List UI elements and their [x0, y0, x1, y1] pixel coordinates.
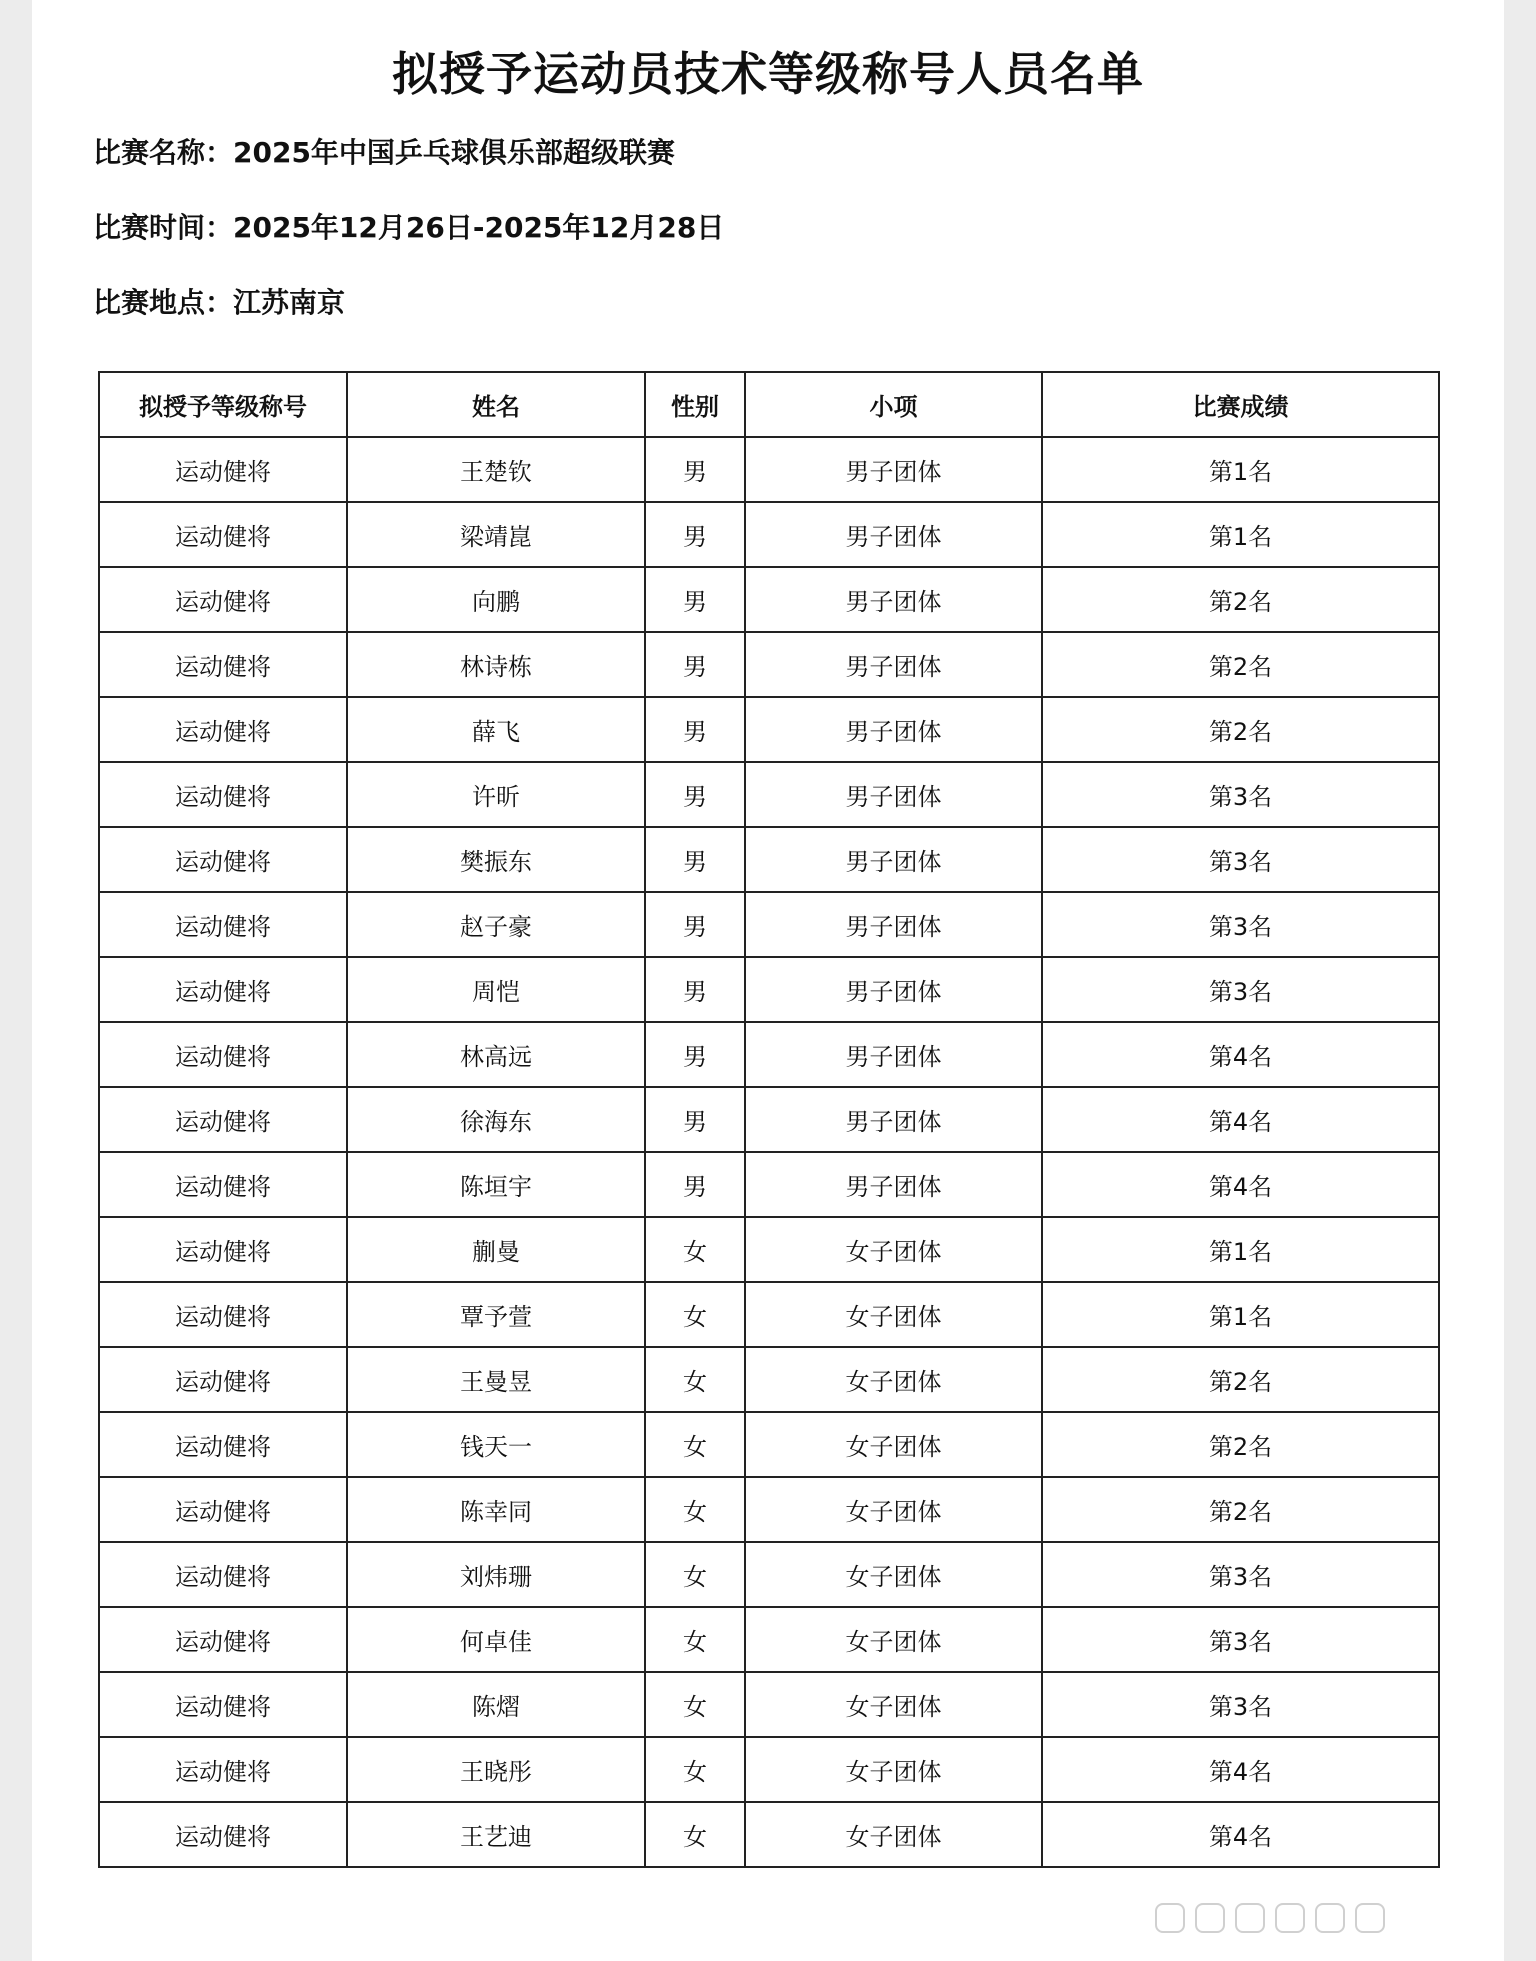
cell-grade-title: 运动健将: [99, 1412, 347, 1477]
table-row: [99, 502, 1439, 567]
cell-grade-title: 运动健将: [99, 1282, 347, 1347]
cell-gender: 男: [645, 827, 745, 892]
cell-event: 男子团体: [745, 567, 1042, 632]
header-name: 姓名: [347, 372, 645, 437]
cell-name: 徐海东: [347, 1087, 645, 1152]
cell-result: 第1名: [1042, 437, 1439, 502]
cell-event: 男子团体: [745, 762, 1042, 827]
cell-result: 第2名: [1042, 697, 1439, 762]
cell-result: 第4名: [1042, 1087, 1439, 1152]
cell-event: 男子团体: [745, 827, 1042, 892]
cell-event: 女子团体: [745, 1737, 1042, 1802]
cell-gender: 男: [645, 437, 745, 502]
cell-gender: 女: [645, 1542, 745, 1607]
header-grade-title: 拟授予等级称号: [99, 372, 347, 437]
competition-time: 比赛时间：2025年12月26日-2025年12月28日: [93, 211, 725, 244]
cell-grade-title: 运动健将: [99, 437, 347, 502]
watermark-shape-icon: [1195, 1903, 1225, 1933]
cell-result: 第2名: [1042, 1347, 1439, 1412]
table-row: [99, 1802, 1439, 1867]
watermark-shape-icon: [1235, 1903, 1265, 1933]
athlete-roster-table: [98, 371, 1440, 1868]
table-row: [99, 1607, 1439, 1672]
cell-grade-title: 运动健将: [99, 1737, 347, 1802]
competition-name: 比赛名称：2025年中国乒乓球俱乐部超级联赛: [93, 136, 675, 169]
cell-result: 第2名: [1042, 1477, 1439, 1542]
cell-grade-title: 运动健将: [99, 827, 347, 892]
table-row: [99, 762, 1439, 827]
table-row: [99, 957, 1439, 1022]
document-title: 拟授予运动员技术等级称号人员名单: [392, 47, 1144, 101]
cell-event: 男子团体: [745, 957, 1042, 1022]
cell-result: 第4名: [1042, 1737, 1439, 1802]
header-result: 比赛成绩: [1042, 372, 1439, 437]
cell-name: 林诗栋: [347, 632, 645, 697]
cell-name: 周恺: [347, 957, 645, 1022]
table-row: [99, 1217, 1439, 1282]
cell-result: 第1名: [1042, 502, 1439, 567]
document-page: [32, 0, 1504, 1961]
cell-gender: 女: [645, 1802, 745, 1867]
cell-grade-title: 运动健将: [99, 1542, 347, 1607]
cell-gender: 男: [645, 1022, 745, 1087]
cell-gender: 男: [645, 1152, 745, 1217]
cell-name: 陈熠: [347, 1672, 645, 1737]
watermark: [1155, 1895, 1415, 1939]
cell-name: 王艺迪: [347, 1802, 645, 1867]
cell-grade-title: 运动健将: [99, 697, 347, 762]
cell-grade-title: 运动健将: [99, 762, 347, 827]
cell-event: 男子团体: [745, 502, 1042, 567]
cell-result: 第3名: [1042, 1607, 1439, 1672]
cell-grade-title: 运动健将: [99, 632, 347, 697]
cell-name: 向鹏: [347, 567, 645, 632]
cell-grade-title: 运动健将: [99, 567, 347, 632]
cell-result: 第3名: [1042, 762, 1439, 827]
cell-name: 王晓彤: [347, 1737, 645, 1802]
watermark-shape-icon: [1355, 1903, 1385, 1933]
cell-name: 陈垣宇: [347, 1152, 645, 1217]
cell-event: 女子团体: [745, 1672, 1042, 1737]
cell-name: 覃予萱: [347, 1282, 645, 1347]
cell-event: 女子团体: [745, 1347, 1042, 1412]
cell-gender: 女: [645, 1347, 745, 1412]
cell-gender: 男: [645, 632, 745, 697]
cell-gender: 男: [645, 567, 745, 632]
cell-name: 樊振东: [347, 827, 645, 892]
table-row: [99, 1477, 1439, 1542]
cell-result: 第3名: [1042, 892, 1439, 957]
cell-result: 第4名: [1042, 1152, 1439, 1217]
cell-name: 钱天一: [347, 1412, 645, 1477]
cell-event: 女子团体: [745, 1607, 1042, 1672]
cell-grade-title: 运动健将: [99, 1607, 347, 1672]
cell-name: 王曼昱: [347, 1347, 645, 1412]
cell-gender: 女: [645, 1737, 745, 1802]
cell-result: 第3名: [1042, 827, 1439, 892]
cell-name: 王楚钦: [347, 437, 645, 502]
cell-gender: 女: [645, 1412, 745, 1477]
cell-event: 女子团体: [745, 1802, 1042, 1867]
cell-name: 许昕: [347, 762, 645, 827]
cell-result: 第4名: [1042, 1802, 1439, 1867]
cell-name: 陈幸同: [347, 1477, 645, 1542]
cell-grade-title: 运动健将: [99, 1022, 347, 1087]
table-row: [99, 892, 1439, 957]
table-header-row: [99, 372, 1439, 437]
table-row: [99, 1022, 1439, 1087]
watermark-shape-icon: [1275, 1903, 1305, 1933]
table-row: [99, 1412, 1439, 1477]
table-row: [99, 1672, 1439, 1737]
table-row: [99, 437, 1439, 502]
cell-event: 男子团体: [745, 892, 1042, 957]
cell-event: 男子团体: [745, 1022, 1042, 1087]
cell-grade-title: 运动健将: [99, 1217, 347, 1282]
cell-gender: 男: [645, 502, 745, 567]
cell-grade-title: 运动健将: [99, 502, 347, 567]
cell-event: 男子团体: [745, 437, 1042, 502]
cell-result: 第4名: [1042, 1022, 1439, 1087]
cell-event: 女子团体: [745, 1217, 1042, 1282]
cell-result: 第3名: [1042, 1672, 1439, 1737]
cell-grade-title: 运动健将: [99, 1672, 347, 1737]
cell-result: 第3名: [1042, 957, 1439, 1022]
cell-gender: 男: [645, 957, 745, 1022]
cell-grade-title: 运动健将: [99, 1152, 347, 1217]
cell-grade-title: 运动健将: [99, 1802, 347, 1867]
table-row: [99, 697, 1439, 762]
cell-gender: 女: [645, 1282, 745, 1347]
table-row: [99, 827, 1439, 892]
table-row: [99, 567, 1439, 632]
cell-result: 第2名: [1042, 632, 1439, 697]
cell-name: 何卓佳: [347, 1607, 645, 1672]
table-row: [99, 1282, 1439, 1347]
cell-event: 女子团体: [745, 1412, 1042, 1477]
table-row: [99, 1152, 1439, 1217]
header-gender: 性别: [645, 372, 745, 437]
cell-gender: 男: [645, 762, 745, 827]
cell-grade-title: 运动健将: [99, 1347, 347, 1412]
cell-name: 刘炜珊: [347, 1542, 645, 1607]
cell-gender: 女: [645, 1477, 745, 1542]
cell-grade-title: 运动健将: [99, 1087, 347, 1152]
watermark-shape-icon: [1155, 1903, 1185, 1933]
cell-grade-title: 运动健将: [99, 892, 347, 957]
cell-event: 女子团体: [745, 1542, 1042, 1607]
cell-grade-title: 运动健将: [99, 957, 347, 1022]
cell-gender: 男: [645, 697, 745, 762]
cell-gender: 女: [645, 1672, 745, 1737]
cell-grade-title: 运动健将: [99, 1477, 347, 1542]
cell-name: 薛飞: [347, 697, 645, 762]
cell-result: 第1名: [1042, 1217, 1439, 1282]
cell-gender: 男: [645, 1087, 745, 1152]
cell-result: 第1名: [1042, 1282, 1439, 1347]
table-row: [99, 1347, 1439, 1412]
cell-name: 梁靖崑: [347, 502, 645, 567]
cell-result: 第3名: [1042, 1542, 1439, 1607]
cell-event: 男子团体: [745, 1087, 1042, 1152]
cell-event: 男子团体: [745, 1152, 1042, 1217]
competition-place: 比赛地点：江苏南京: [93, 286, 346, 319]
cell-name: 林高远: [347, 1022, 645, 1087]
cell-result: 第2名: [1042, 567, 1439, 632]
cell-event: 男子团体: [745, 697, 1042, 762]
cell-gender: 女: [645, 1217, 745, 1282]
table-body: [99, 437, 1439, 1867]
table-row: [99, 1542, 1439, 1607]
table-row: [99, 1737, 1439, 1802]
watermark-shape-icon: [1315, 1903, 1345, 1933]
cell-event: 女子团体: [745, 1477, 1042, 1542]
cell-gender: 男: [645, 892, 745, 957]
cell-event: 女子团体: [745, 1282, 1042, 1347]
cell-name: 赵子豪: [347, 892, 645, 957]
header-event: 小项: [745, 372, 1042, 437]
cell-gender: 女: [645, 1607, 745, 1672]
cell-event: 男子团体: [745, 632, 1042, 697]
cell-result: 第2名: [1042, 1412, 1439, 1477]
cell-name: 蒯曼: [347, 1217, 645, 1282]
table-row: [99, 1087, 1439, 1152]
table-row: [99, 632, 1439, 697]
